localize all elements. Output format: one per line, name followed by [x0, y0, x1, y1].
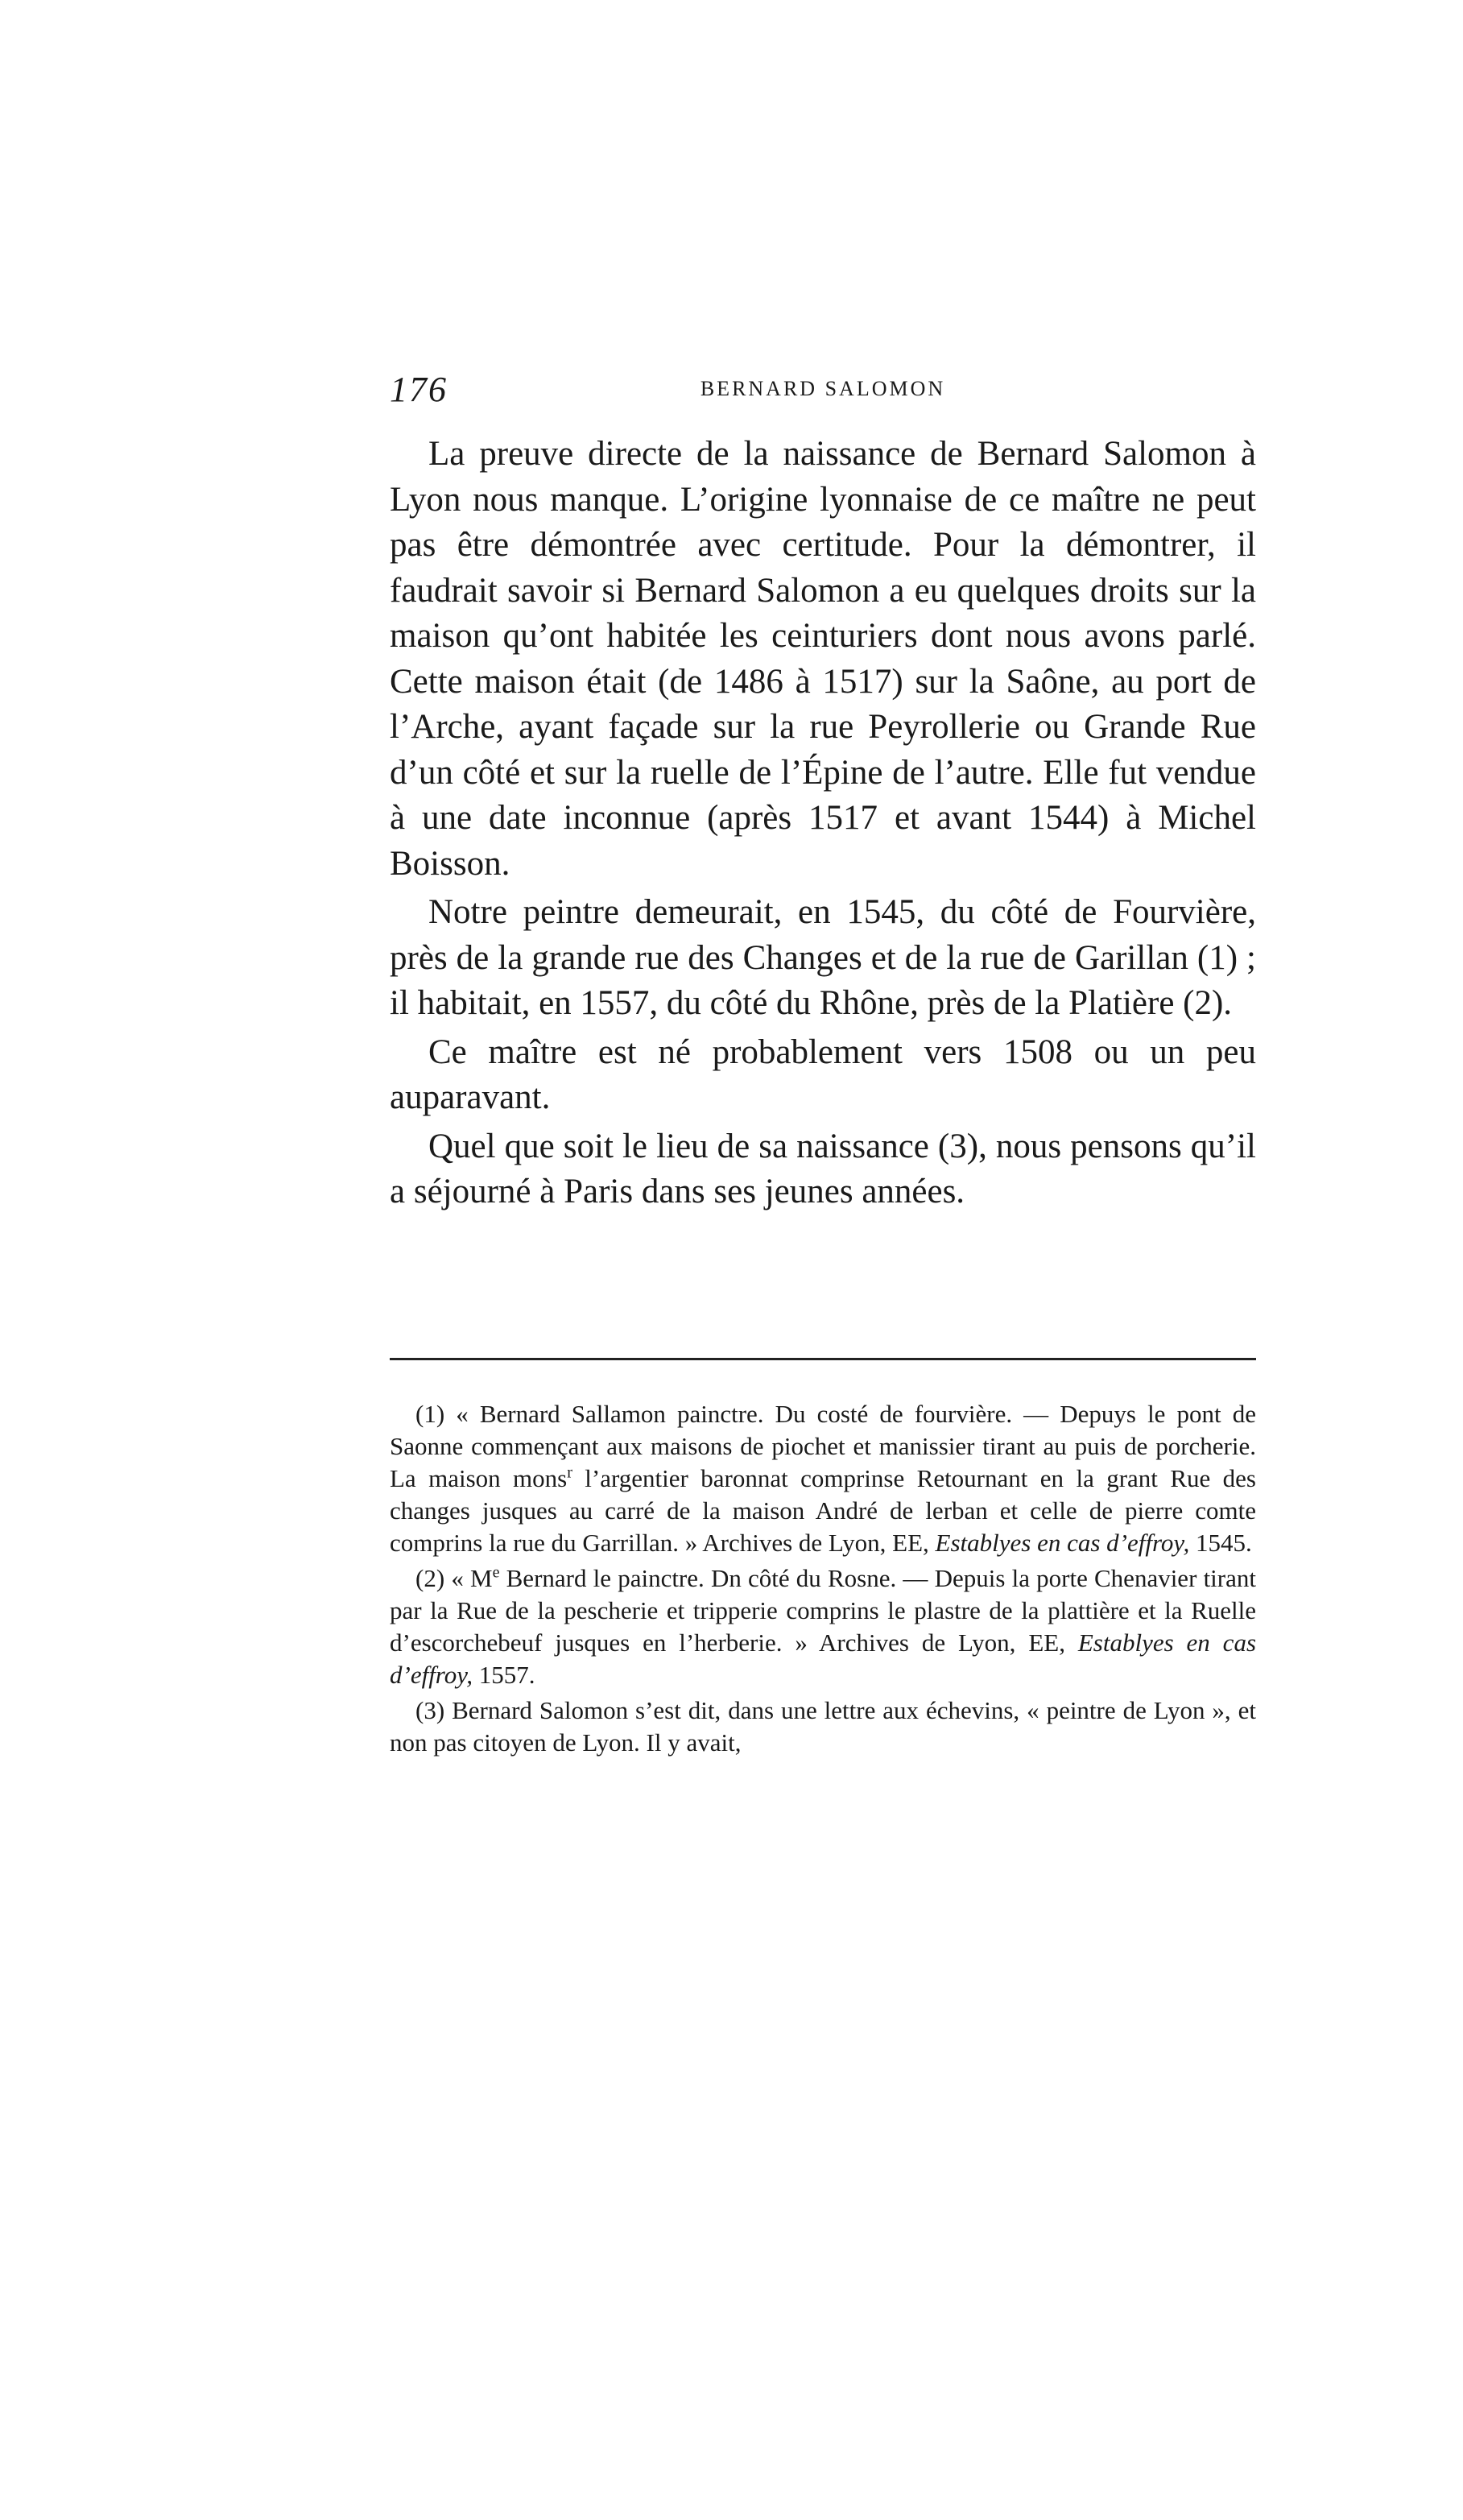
superscript: e [492, 1563, 500, 1582]
footnote-text: (1) « Bernard Sallamon painctre. Du costé de fourvière. — Depuys le pont de Saonne commençant aux maisons de piochet et manissier tirant au puis de porcherie. La maison mons [390, 1400, 1256, 1492]
superscript: r [567, 1463, 572, 1482]
paragraph: Quel que soit le lieu de sa naissance (3), nous pensons qu’il a séjourné à Paris dans ses jeunes années. [390, 1127, 1256, 1210]
page-number: 176 [390, 370, 448, 409]
footnote-3 [390, 1694, 1256, 1759]
running-title: BERNARD SALOMON [700, 377, 946, 400]
footnote-divider [390, 1358, 1256, 1360]
footnote-1 [390, 1398, 1256, 1559]
footnote-2 [390, 1562, 1256, 1691]
paragraph: La preuve directe de la naissance de Bernard Salomon à Lyon nous manque. L’origine lyonnaise de ce maître ne peut pas être démontrée avec certitude. Pour la démontrer, il faudrait savoir si Bernard Salomon a eu quelques droits sur la maison qu’ont habitée les ceinturiers dont nous avons parlé. Cette maison était (de 1486 à 1517) sur la Saône, au port de l’Arche, ayant façade sur la rue Peyrollerie ou Grande Rue d’un côté et sur la ruelle de l’Épine de l’autre. Elle fut vendue à une date inconnue (après 1517 et avant 1544) à Michel Boisson. [390, 435, 1256, 883]
footnote-text: l’argentier baronnat comprinse Retournant en la grant Rue des changes jusques au carré de la maison André de lerban et celle de pierre comte comprins la rue du Garrillan. » Archives de Lyon, EE, [390, 1464, 1256, 1557]
footnotes [390, 1398, 1256, 1762]
main-text [390, 432, 1256, 1219]
footnote-text: (2) « M [415, 1564, 493, 1592]
paragraph: Ce maître est né probablement vers 1508 ou un peu auparavant. [390, 1032, 1256, 1116]
footnote-italic: Establyes en cas d’effroy, [390, 1628, 1257, 1689]
footnote-italic: Establyes en cas d’effroy, [935, 1529, 1190, 1557]
footnote-text: (3) Bernard Salomon s’est dit, dans une lettre aux échevins, « peintre de Lyon », et non pas citoyen de Lyon. Il y avait, [390, 1696, 1256, 1757]
footnote-text: 1557. [473, 1661, 535, 1689]
page-header [390, 369, 1256, 414]
footnote-text: Bernard le painctre. Dn côté du Rosne. — Depuis la porte Chenavier tirant par la Rue de la pescherie et tripperie comprins le plastre de la plattière et la Ruelle d’escorchebeuf jusques en l’herberie. » Archives de Lyon, EE, [390, 1564, 1256, 1657]
footnote-text: 1545. [1189, 1529, 1252, 1557]
paragraph: Notre peintre demeurait, en 1545, du côté de Fourvière, près de la grande rue des Changes et de la rue de Garillan (1) ; il habitait, en 1557, du côté du Rhône, près de la Platière (2). [390, 893, 1256, 1022]
